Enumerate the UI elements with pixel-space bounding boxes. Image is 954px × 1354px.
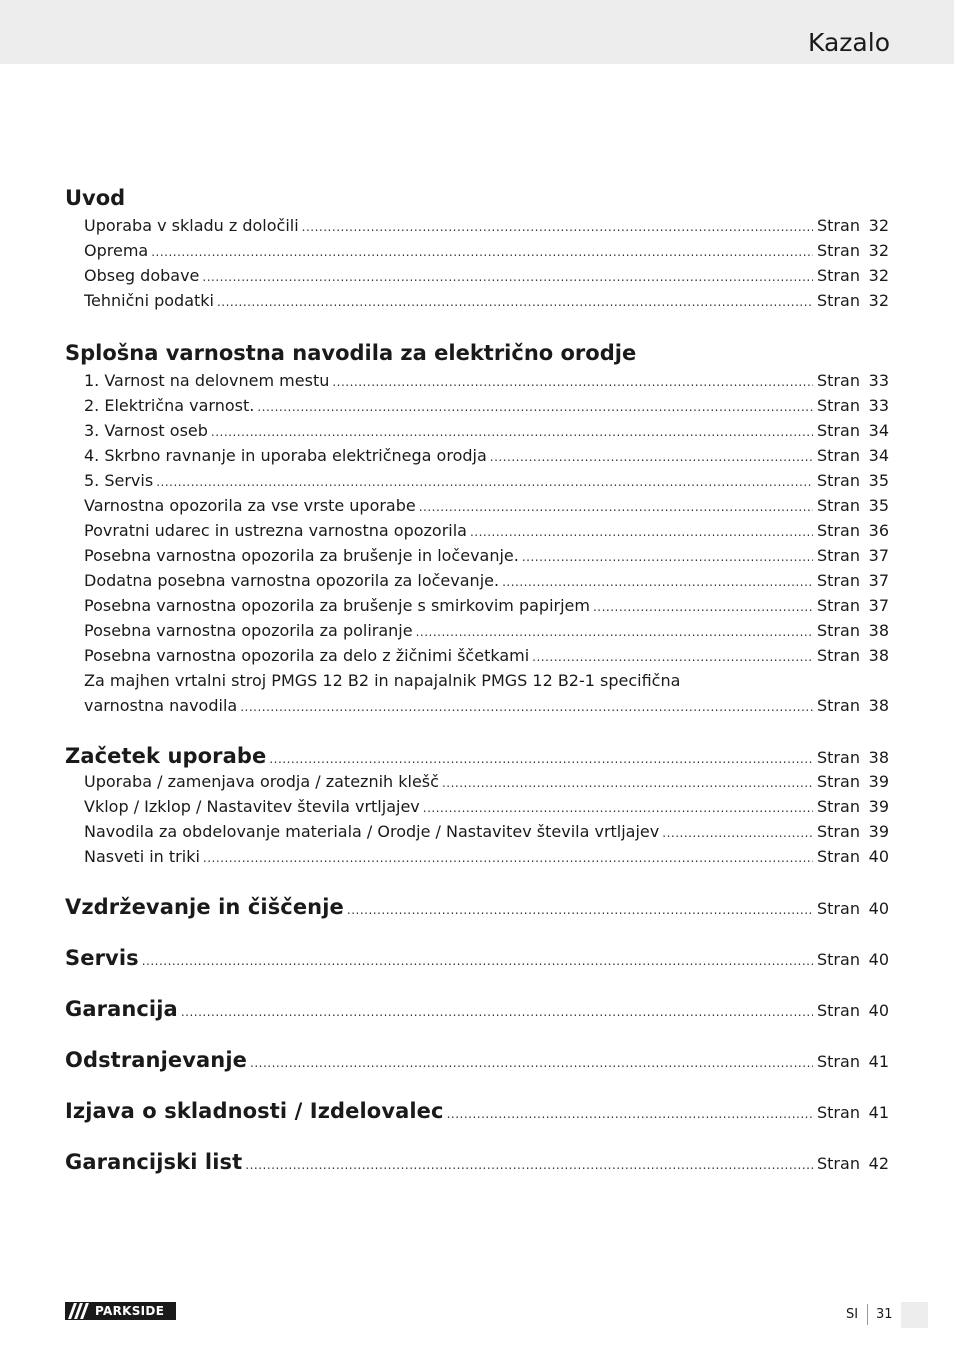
page-label: Stran [817, 241, 860, 260]
page-label: Stran [817, 496, 860, 515]
toc-entry[interactable] [65, 443, 889, 468]
logo-stripes-icon [67, 1302, 91, 1320]
page-number: 34 [868, 446, 889, 465]
footer-page-number: 31 [876, 1307, 893, 1322]
toc-entry-text: Posebna varnostna opozorila za poliranje [84, 621, 413, 640]
page-number: 40 [868, 950, 889, 969]
page-label: Stran [817, 446, 860, 465]
page-label: Stran [817, 521, 860, 540]
toc-entry[interactable] [65, 288, 889, 313]
leader-dots [245, 1152, 813, 1178]
page-number: 33 [868, 396, 889, 415]
toc-entry[interactable] [65, 593, 889, 618]
page-label: Stran [817, 1103, 860, 1122]
toc-entry[interactable] [65, 543, 889, 568]
toc-entry-text: Nasveti in triki [84, 847, 200, 866]
toc-entry-text: 3. Varnost oseb [84, 421, 208, 440]
toc-heading-entry[interactable] [65, 1047, 889, 1073]
page-label: Stran [817, 1052, 860, 1071]
toc-entry-text: Varnostna opozorila za vse vrste uporabe [84, 496, 416, 515]
toc-section-single [65, 996, 889, 1022]
leader-dots [347, 897, 813, 923]
page-number: 32 [868, 216, 889, 235]
page-label: Stran [817, 646, 860, 665]
toc-entry[interactable] [65, 213, 889, 238]
page-number: 33 [868, 371, 889, 390]
leader-dots [502, 570, 813, 595]
page-number: 38 [868, 646, 889, 665]
toc-section-single [65, 894, 889, 920]
toc-section-uvod [65, 183, 889, 313]
leader-dots [332, 370, 813, 395]
toc-section-single [65, 1098, 889, 1124]
page-number: 37 [868, 546, 889, 565]
toc-entry[interactable] [65, 368, 889, 393]
leader-dots [532, 645, 813, 670]
page-label: Stran [817, 546, 860, 565]
toc-entry-text: 1. Varnost na delovnem mestu [84, 371, 330, 390]
language-code: SI [846, 1307, 859, 1322]
toc-entry[interactable] [65, 568, 889, 593]
brand-logo [65, 1302, 176, 1320]
toc-heading: Začetek uporabe [65, 744, 267, 768]
toc-entry[interactable] [65, 819, 889, 844]
page-label: Stran [817, 822, 860, 841]
leader-dots [522, 545, 813, 570]
toc-entry-text: 2. Električna varnost. [84, 396, 255, 415]
page-number: 39 [868, 797, 889, 816]
toc-heading: Garancijski list [65, 1150, 243, 1174]
toc-entry-text: Navodila za obdelovanje materiala / Orodje / Nastavitev števila vrtljajev [84, 822, 660, 841]
toc-entry[interactable] [65, 393, 889, 418]
footer-divider [867, 1304, 868, 1325]
toc-entry-text: Tehnični podatki [84, 291, 214, 310]
page-number: 41 [868, 1103, 889, 1122]
toc-entry-text: Vklop / Izklop / Nastavitev števila vrtljajev [84, 797, 420, 816]
toc-heading: Vzdrževanje in čiščenje [65, 895, 344, 919]
leader-dots [302, 215, 813, 240]
toc-heading-entry[interactable] [65, 894, 889, 920]
leader-dots [470, 520, 813, 545]
toc-entry[interactable] [65, 518, 889, 543]
leader-dots [257, 395, 813, 420]
page-label: Stran [817, 748, 860, 767]
page-number: 37 [868, 571, 889, 590]
toc-heading-entry[interactable] [65, 1098, 889, 1124]
leader-dots [240, 695, 813, 720]
leader-dots [211, 420, 813, 445]
toc-entry-text: 5. Servis [84, 471, 154, 490]
page-number: 40 [868, 899, 889, 918]
leader-dots [419, 495, 813, 520]
toc-heading: Garancija [65, 997, 178, 1021]
toc-entry[interactable] [65, 618, 889, 643]
page-label: Stran [817, 797, 860, 816]
toc-section-splosna [65, 338, 889, 718]
toc-entry[interactable] [65, 238, 889, 263]
toc-entry-text: Dodatna posebna varnostna opozorila za ločevanje. [84, 571, 500, 590]
toc-heading-entry[interactable] [65, 1149, 889, 1175]
page-number: 40 [868, 1001, 889, 1020]
page-label: Stran [817, 371, 860, 390]
page-label: Stran [817, 950, 860, 969]
page-label: Stran [817, 772, 860, 791]
toc-entry-text: Povratni udarec in ustrezna varnostna opozorila [84, 521, 467, 540]
toc-entry[interactable] [65, 468, 889, 493]
page-label: Stran [817, 396, 860, 415]
leader-dots [442, 771, 813, 796]
page-number: 39 [868, 822, 889, 841]
page-label: Stran [817, 621, 860, 640]
leader-dots [250, 1050, 813, 1076]
toc-entry-text: Uporaba / zamenjava orodja / zateznih klešč [84, 772, 439, 791]
toc-entry[interactable] [65, 643, 889, 668]
page-number: 35 [868, 471, 889, 490]
page-number: 37 [868, 596, 889, 615]
toc-entry-wrapped-line[interactable]: Za majhen vrtalni stroj PMGS 12 B2 in napajalnik PMGS 12 B2-1 specifična [84, 671, 681, 690]
leader-dots [181, 999, 813, 1025]
page-number: 35 [868, 496, 889, 515]
toc-heading: Izjava o skladnosti / Izdelovalec [65, 1099, 444, 1123]
toc-entry-text: Posebna varnostna opozorila za brušenje in ločevanje. [84, 546, 519, 565]
page-number: 36 [868, 521, 889, 540]
toc-heading: Servis [65, 946, 139, 970]
table-of-contents [65, 183, 889, 1200]
page-label: Stran [817, 571, 860, 590]
page-label: Stran [817, 696, 860, 715]
leader-dots [416, 620, 813, 645]
toc-section-single [65, 1047, 889, 1073]
leader-dots [490, 445, 813, 470]
toc-entry[interactable] [65, 418, 889, 443]
leader-dots [203, 846, 813, 871]
page-label: Stran [817, 216, 860, 235]
toc-entry-text: 4. Skrbno ravnanje in uporaba električnega orodja [84, 446, 487, 465]
toc-heading-entry[interactable] [65, 996, 889, 1022]
toc-entry-text: Oprema [84, 241, 149, 260]
toc-entry[interactable] [65, 263, 889, 288]
toc-entry[interactable] [65, 844, 889, 869]
page-number: 41 [868, 1052, 889, 1071]
toc-heading-entry[interactable] [65, 743, 889, 769]
brand-name: PARKSIDE [95, 1304, 165, 1318]
leader-dots [447, 1101, 813, 1127]
page-label: Stran [817, 1154, 860, 1173]
toc-entry-text: Posebna varnostna opozorila za brušenje s smirkovim papirjem [84, 596, 590, 615]
page-label: Stran [817, 899, 860, 918]
toc-section-single [65, 1149, 889, 1175]
page-label: Stran [817, 421, 860, 440]
footer-tab-marker [901, 1302, 928, 1328]
toc-heading: Splošna varnostna navodila za električno orodje [65, 341, 637, 365]
toc-section-single [65, 945, 889, 971]
leader-dots [202, 265, 813, 290]
toc-section-zacetek [65, 743, 889, 869]
toc-entry[interactable] [65, 693, 889, 718]
leader-dots [593, 595, 813, 620]
page-number: 38 [868, 748, 889, 767]
toc-heading-entry[interactable] [65, 945, 889, 971]
page-label: Stran [817, 266, 860, 285]
toc-entry-text: Posebna varnostna opozorila za delo z žičnimi ščetkami [84, 646, 530, 665]
page-number: 38 [868, 696, 889, 715]
page-number: 32 [868, 241, 889, 260]
page-number: 34 [868, 421, 889, 440]
toc-entry-text: Obseg dobave [84, 266, 200, 285]
page-label: Stran [817, 471, 860, 490]
page-number: 39 [868, 772, 889, 791]
toc-heading: Uvod [65, 186, 126, 210]
page-label: Stran [817, 596, 860, 615]
page-label: Stran [817, 847, 860, 866]
page-number: 42 [868, 1154, 889, 1173]
page-title: Kazalo [808, 28, 890, 57]
leader-dots [156, 470, 813, 495]
toc-entry[interactable] [65, 794, 889, 819]
leader-dots [423, 796, 813, 821]
leader-dots [142, 948, 813, 974]
toc-heading: Odstranjevanje [65, 1048, 247, 1072]
toc-entry[interactable] [65, 493, 889, 518]
toc-entry[interactable] [65, 769, 889, 794]
toc-entry-text: Uporaba v skladu z določili [84, 216, 299, 235]
leader-dots [217, 290, 813, 315]
page-label: Stran [817, 1001, 860, 1020]
toc-entry-text: varnostna navodila [84, 696, 238, 715]
leader-dots [151, 240, 813, 265]
page-number: 32 [868, 291, 889, 310]
page-label: Stran [817, 291, 860, 310]
page-number: 38 [868, 621, 889, 640]
page-number: 32 [868, 266, 889, 285]
leader-dots [662, 821, 813, 846]
page-number: 40 [868, 847, 889, 866]
